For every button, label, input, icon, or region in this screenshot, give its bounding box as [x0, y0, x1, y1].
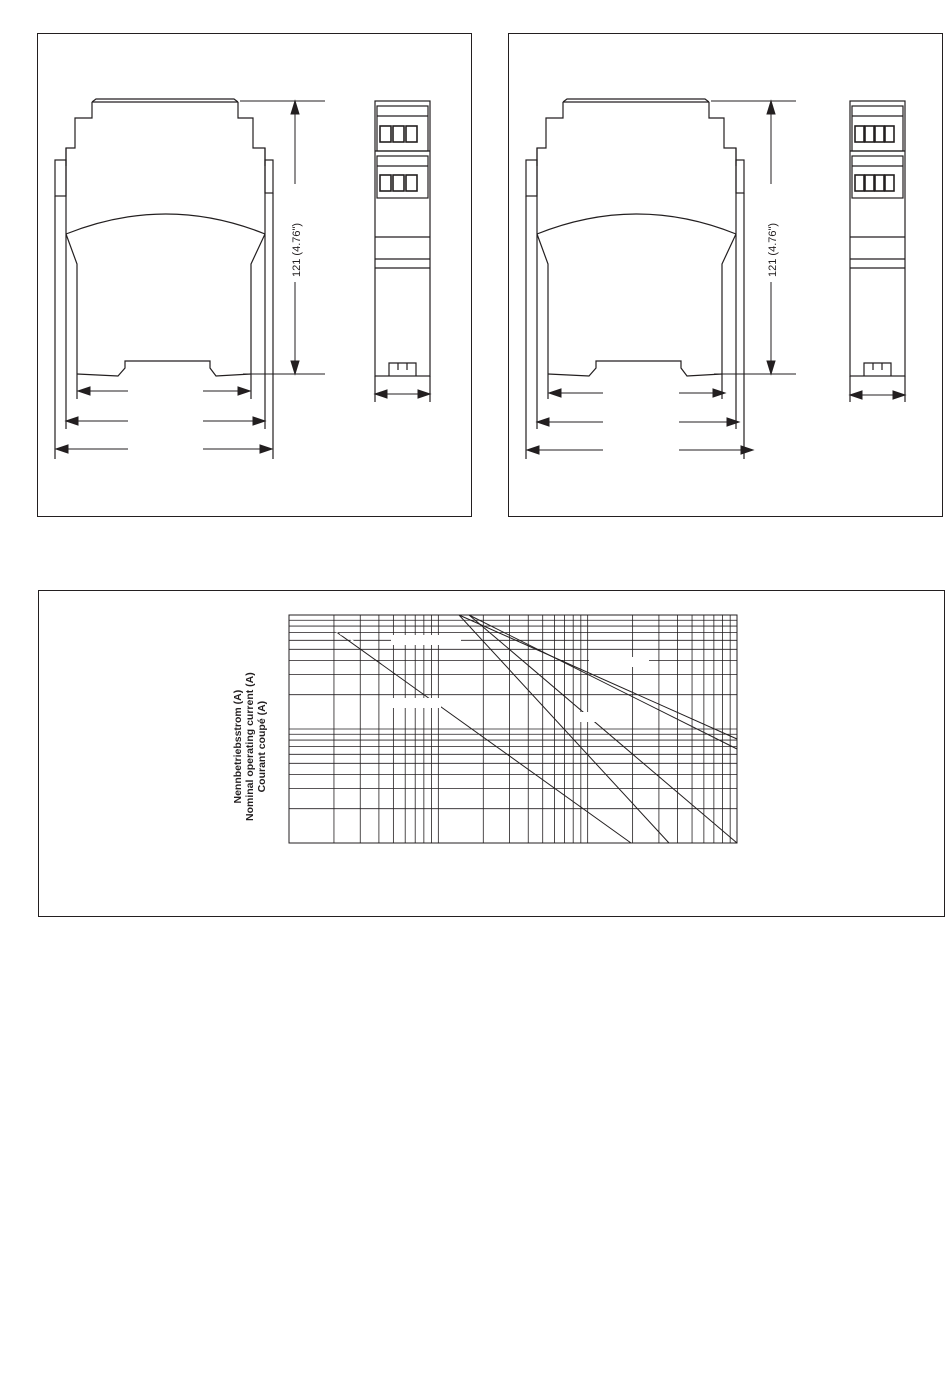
front-view-outline	[526, 99, 744, 459]
side-width-dimension-line	[375, 390, 430, 398]
height-dimension-label: 121 (4.76")	[767, 222, 779, 277]
dimension-drawing-svg	[38, 34, 471, 516]
chart-horizontal-gridlines	[289, 620, 737, 808]
dimension-drawing-3-terminal	[37, 33, 472, 517]
side-view-outline	[375, 101, 430, 402]
terminal-screws	[380, 126, 417, 191]
width-dimension-lines	[56, 387, 272, 453]
side-width-dimension-line	[850, 391, 905, 399]
dimension-drawing-4-terminal	[508, 33, 943, 517]
front-view-outline	[55, 99, 273, 459]
width-dimension-lines	[527, 389, 753, 454]
current-chart-panel	[38, 590, 945, 917]
height-dimension-label: 121 (4.76")	[291, 222, 303, 277]
chart-label-masks	[391, 635, 649, 722]
terminal-screws	[855, 126, 894, 191]
chart-y-axis-label: Nennbetriebsstrom (A) Nominal operating current (A) Courant coupé (A)	[232, 672, 268, 821]
dimension-drawing-svg	[509, 34, 942, 516]
chart-plot-area	[39, 591, 944, 916]
side-view-outline	[850, 101, 905, 402]
